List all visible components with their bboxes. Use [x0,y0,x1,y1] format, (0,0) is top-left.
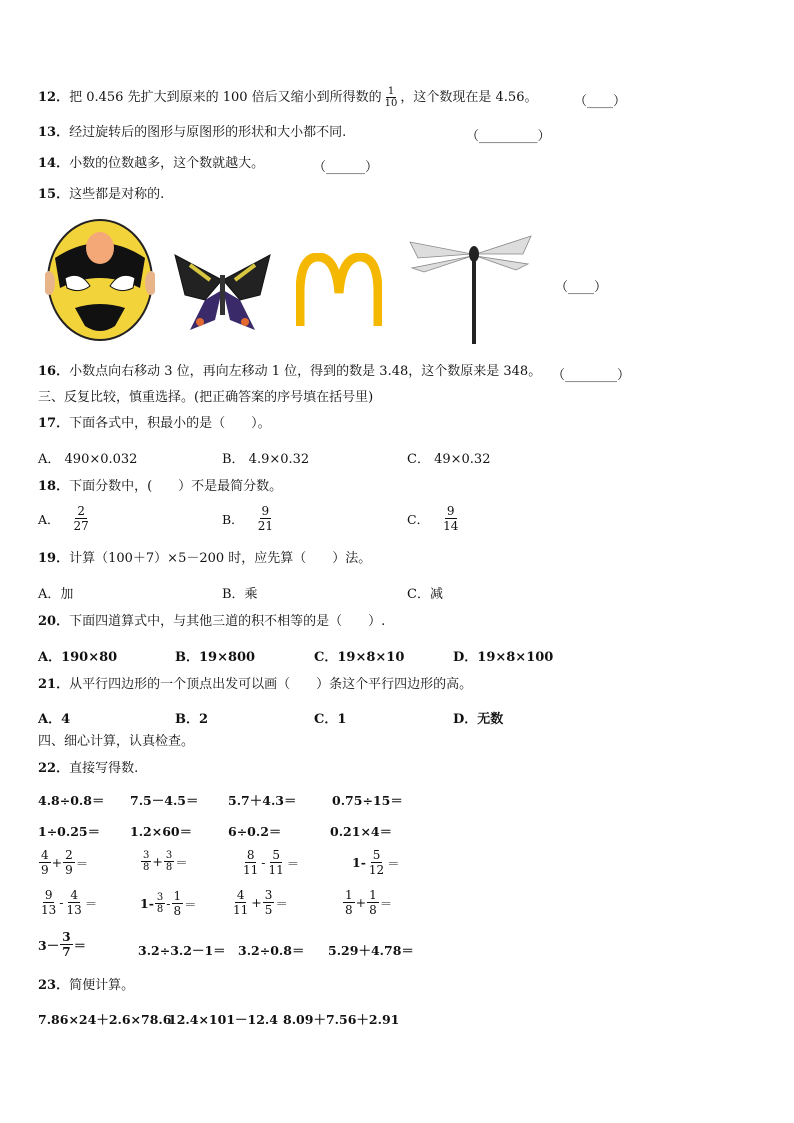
q18-option-c[interactable]: C． $\frac{9}{14}$ [407,504,459,533]
answer-blank-14[interactable]: （______） [313,160,379,175]
q20-option-a[interactable]: A．190×80 [38,650,118,665]
answer-blank-15[interactable]: （____） [555,280,608,295]
calc-item: 4.8÷0.8＝ [38,793,105,808]
calc-fraction-item: $\frac{3}{8}$ + $\frac{3}{8}$ ＝ [143,850,188,873]
calc-fraction-item: $\frac{4}{11}$ + $\frac{3}{5}$ ＝ [233,888,288,917]
golden-arches-logo [296,253,382,328]
q17-option-b[interactable]: B． 4.9×0.32 [222,452,310,467]
calc-item: 1÷0.25＝ [38,824,101,839]
question-21: 21．从平行四边形的一个顶点出发可以画（ ）条这个平行四边形的高。 [38,677,473,692]
calc-fraction-item: 3－ $\frac{3}{7}$ ＝ [38,930,87,959]
calc-item: 0.75÷15＝ [332,793,403,808]
question-23: 23．简便计算。 [38,978,135,993]
calc-item: 5.29＋4.78＝ [328,943,414,958]
answer-blank-13[interactable]: （_________） [466,129,551,144]
section-3-heading: 三、反复比较，慎重选择。(把正确答案的序号填在括号里) [38,390,374,405]
q21-option-a[interactable]: A．4 [38,712,71,727]
q17-option-c[interactable]: C． 49×0.32 [407,452,491,467]
answer-blank-16[interactable]: （________） [552,368,631,383]
calc-item: 3.2÷0.8＝ [238,943,305,958]
answer-blank-12[interactable]: （____） [574,94,627,109]
calc-fraction-item: $\frac{9}{13}$ - $\frac{4}{13}$ ＝ [41,888,98,917]
dragonfly-image [408,234,533,346]
question-14: 14．小数的位数越多，这个数就越大。 [38,156,265,171]
q19-option-a[interactable]: A．加 [38,587,74,602]
question-22: 22．直接写得数. [38,761,139,776]
butterfly-image [170,250,275,335]
q20-option-b[interactable]: B．19×800 [175,650,256,665]
question-20: 20．下面四道算式中，与其他三道的积不相等的是（ ）. [38,614,386,629]
q19-option-b[interactable]: B．乘 [222,587,258,602]
calc-item: 1.2×60＝ [130,824,193,839]
calc-fraction-item: $\frac{8}{11}$ - $\frac{5}{11}$ ＝ [243,848,300,877]
question-18: 18．下面分数中，( ）不是最简分数。 [38,479,283,494]
calc-item: 5.7＋4.3＝ [228,793,297,808]
calc-item: 7.5－4.5＝ [130,793,199,808]
question-16: 16．小数点向右移动 3 位，再向左移动 1 位，得到的数是 3.48，这个数原来是 348。 [38,364,542,379]
calc-fraction-item: 1- $\frac{3}{8}$ - $\frac{1}{8}$ ＝ [140,889,197,918]
q21-option-b[interactable]: B．2 [175,712,209,727]
question-15: 15．这些都是对称的. [38,187,165,202]
fraction-1-10: $\frac{1}{10}$ [384,86,398,109]
q18-option-b[interactable]: B． $\frac{9}{21}$ [222,504,273,533]
calc-fraction-item: 1- $\frac{5}{12}$ ＝ [352,848,400,877]
q21-option-c[interactable]: C．1 [314,712,347,727]
question-13: 13．经过旋转后的图形与原图形的形状和大小都不同. [38,125,347,140]
q17-option-a[interactable]: A． 490×0.032 [38,452,138,467]
q19-option-c[interactable]: C．减 [407,587,443,602]
calc-fraction-item: $\frac{1}{8}$ + $\frac{1}{8}$ ＝ [345,888,393,917]
calc-item: 0.21×4＝ [330,824,393,839]
q18-option-a[interactable]: A． $\frac{2}{27}$ [38,504,89,533]
q21-option-d[interactable]: D．无数 [453,712,504,727]
question-12: 12．把 0.456 先扩大到原来的 100 倍后又缩小到所得数的 $\frac{1}{10}$ ，这个数现在是 4.56。 [38,86,538,109]
calc-item: 8.09＋7.56＋2.91 [283,1012,400,1027]
calc-item: 12.4×101－12.4 [168,1012,278,1027]
opera-mask-image [45,218,155,343]
question-17: 17．下面各式中，积最小的是（ ）。 [38,416,271,431]
calc-fraction-item: $\frac{4}{9}$ + $\frac{2}{9}$ ＝ [41,848,89,877]
calc-item: 6÷0.2＝ [228,824,282,839]
section-4-heading: 四、细心计算，认真检查。 [38,734,195,749]
q20-option-d[interactable]: D．19×8×100 [453,650,554,665]
calc-item: 7.86×24＋2.6×78.6 [38,1012,172,1027]
calc-item: 3.2÷3.2－1＝ [138,943,226,958]
question-19: 19．计算（100＋7）×5－200 时，应先算（ ）法。 [38,551,372,566]
q20-option-c[interactable]: C．19×8×10 [314,650,405,665]
